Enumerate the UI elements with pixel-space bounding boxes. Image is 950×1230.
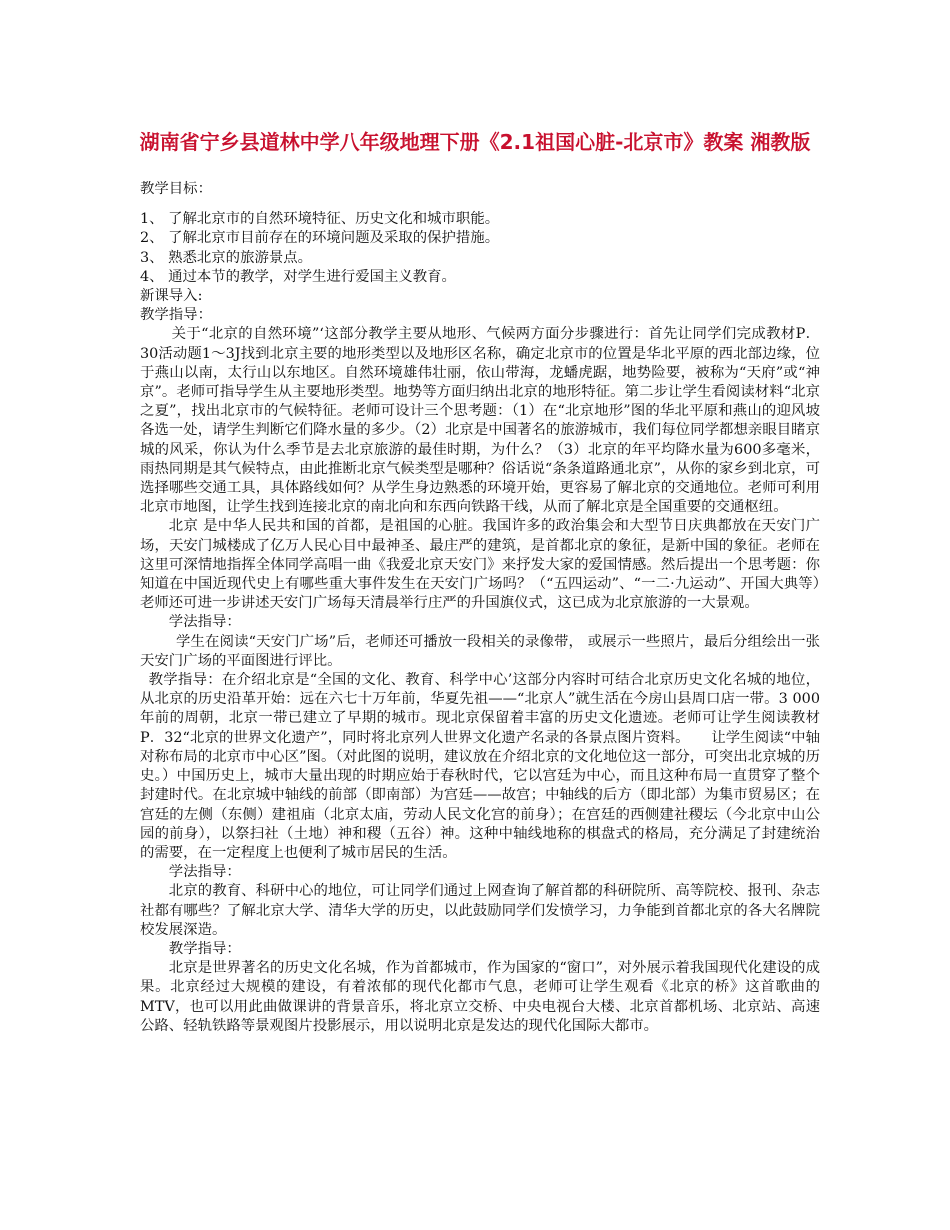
paragraph: 教学指导：在介绍北京是“全国的文化、教育、科学中心’这部分内容时可结合北京历史文化名城的地位，从北京的历史沿革开始：远在六七十万年前，华夏先祖——“北京人”就生活在今房山县周口店一带。3 000年前的周朝，北京一带已建立了早期的城市。现北京保留着丰富的历史文化遗迹。老师可让学生阅读教材P．32“北京的世界文化遗产”，同时将北京列人世界文化遗产名录的各景点图片资料。 让学生阅读“中轴对称布局的北京市中心区”图。（对此图的说明，建议放在介绍北京的文化地位这一部分，可突出北京城的历史。）中国历史上，城市大量出现的时期应始于春秋时代，它以宫廷为中心，而且这种布局一直贯穿了整个封建时代。在北京城中轴线的前部（即南部）为宫廷——故宫；中轴线的后方（即北部）为集市贸易区；在宫廷的左侧（东侧）建祖庙（北京太庙，劳动人民文化宫的前身）；在宫廷的西侧建社稷坛（今北京中山公园的前身），以祭扫社（土地）神和稷（五谷）神。这种中轴线地称的棋盘式的格局，充分满足了封建统治的需要，在一定程度上也便利了城市居民的生活。 [140, 672, 820, 861]
paragraph: 学生在阅读“天安门广场”后，老师还可播放一段相关的录像带， 或展示一些照片，最后分组绘出一张天安门广场的平面图进行评比。 [140, 633, 820, 669]
spacer [140, 199, 820, 210]
paragraph: 北京的教育、科研中心的地位，可让同学们通过上网查询了解首都的科研院所、高等院校、报刊、杂志社都有哪些？了解北京大学、清华大学的历史，以此鼓励同学们发愤学习，力争能到首都北京的各大名牌院校发展深造。 [140, 883, 820, 938]
objective-item: 3、 熟悉北京的旅游景点。 [140, 249, 313, 266]
method-heading: 学法指导： [168, 864, 241, 881]
guide-heading: 教学指导： [140, 307, 212, 324]
paragraph: 关于“北京的自然环境”‘这部分教学主要从地形、气候两方面分步骤进行：首先让同学们完成教材P．30活动题1～3J找到北京主要的地形类型以及地形区名称，确定北京市的位置是华北平原的西北部边缘，位于燕山以南，太行山以东地区。自然环境雄伟壮丽，依山带海，龙蟠虎踞，地势险要，被称为“天府”或“神京”。老师可指导学生从主要地形类型。地势等方面归纳出北京的地形特征。第二步让学生看阅读材料“北京之夏”，找出北京市的气候特征。老师可设计三个思考题：（1）在“北京地形”图的华北平原和燕山的迎风坡各选一处，请学生判断它们降水量的多少。（2）北京是中国著名的旅游城市，我们每位同学都想亲眼目睹京城的风采，你认为什么季节是去北京旅游的最佳时期，为什么？（3）北京的年平均降水量为600多毫米，雨热同期是其气候特点，由此推断北京气候类型是哪种？俗话说“条条道路通北京”，从你的家乡到北京，可选择哪些交通工具，具体路线如何？从学生身边熟悉的环境开始，更容易了解北京的交通地位。老师可利用北京市地图，让学生找到连接北京的南北向和东西向铁路干线，从而了解北京是全国重要的交通枢纽。 [140, 326, 820, 516]
method-heading: 学法指导： [168, 614, 241, 631]
intro-heading: 新课导入: [140, 288, 203, 305]
paragraph: 北京 是中华人民共和国的首都，是祖国的心脏。我国许多的政治集会和大型节日庆典都放在天安门广场，天安门城楼成了亿万人民心目中最神圣、最庄严的建筑，是首都北京的象征，是新中国的象征。老师在这里可深情地指挥全体同学高唱一曲《我爱北京天安门》来抒发大家的爱国情感。然后提出一个思考题：你知道在中国近现代史上有哪些重大事件发生在天安门广场吗？（“五四运动”、“一二·九运动”、开国大典等）老师还可进一步讲述天安门广场每天清晨举行庄严的升国旗仪式，这已成为北京旅游的一大景观。 [140, 518, 820, 612]
document-body [140, 180, 820, 1036]
objective-item: 4、 通过本节的教学，对学生进行爱国主义教育。 [140, 268, 456, 285]
guide-heading: 教学指导： [168, 940, 241, 957]
document-title: 湖南省宁乡县道林中学八年级地理下册《2.1祖国心脏-北京市》教案 湘教版 [139, 130, 811, 154]
objectives-heading: 教学目标： [140, 181, 212, 197]
paragraph: 北京是世界著名的历史文化名城，作为首都城市，作为国家的“窗口”，对外展示着我国现代化建设的成果。北京经过大规模的建设，有着浓郁的现代化都市气息，老师可让学生观看《北京的桥》这首歌曲的MTV，也可以用此曲做课讲的背景音乐，将北京立交桥、中央电视台大楼、北京首都机场、北京站、高速公路、轻轨铁路等景观图片投影展示，用以说明北京是发达的现代化国际大都市。 [140, 960, 820, 1034]
objective-item: 2、 了解北京市目前存在的环境问题及采取的保护措施。 [140, 230, 500, 247]
objective-item: 1、 了解北京市的自然环境特征、历史文化和城市职能。 [140, 211, 500, 228]
